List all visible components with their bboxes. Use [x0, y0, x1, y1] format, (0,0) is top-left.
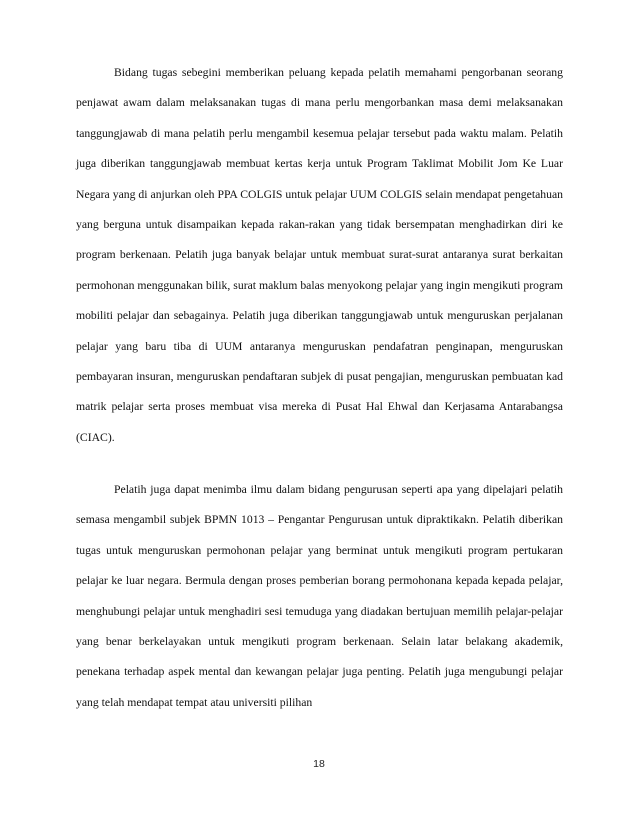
body-paragraph-2: Pelatih juga dapat menimba ilmu dalam bidang pengurusan seperti apa yang dipelajari pelatih semasa mengambil subjek BPMN 1013 – Pengantar Pengurusan untuk dipraktikakn. Pelatih diberikan tugas untuk menguruskan permohonan pelajar yang berminat untuk mengikuti program pertukaran pelajar ke luar negara. Bermula dengan proses pemberian borang permohonana kepada kepada pelajar, menghubungi pelajar untuk menghadiri sesi temuduga yang diadakan bertujuan memilih pelajar-pelajar yang benar berkelayakan untuk mengikuti program berkenaan. Selain latar belakang akademik, penekana terhadap aspek mental dan kewangan pelajar juga penting. Pelatih juga mengubungi pelajar yang telah mendapat tempat atau universiti pilihan	[76, 483, 563, 709]
page-number: 18	[313, 758, 325, 770]
body-paragraph-1: Bidang tugas sebegini memberikan peluang kepada pelatih memahami pengorbanan seorang penjawat awam dalam melaksanakan tugas di mana perlu mengorbankan masa demi melaksanakan tanggungjawab di mana pelatih perlu mengambil kesemua pelajar tersebut pada waktu malam. Pelatih juga diberikan tanggungjawab membuat kertas kerja untuk Program Taklimat Mobilit Jom Ke Luar Negara yang di anjurkan oleh PPA COLGIS untuk pelajar UUM COLGIS selain mendapat pengetahuan yang berguna untuk disampaikan kepada rakan-rakan yang tidak bersempatan menghadirkan diri ke program berkenaan. Pelatih juga banyak belajar untuk membuat surat-surat antaranya surat berkaitan permohonan menggunakan bilik, surat maklum balas menyokong pelajar yang ingin mengikuti program mobiliti pelajar dan sebagainya. Pelatih juga diberikan tanggungjawab untuk menguruskan perjalanan pelajar yang baru tiba di UUM antaranya menguruskan pendafatran penginapan, menguruskan pembayaran insuran, menguruskan pendaftaran subjek di pusat pengajian, menguruskan pembuatan kad matrik pelajar serta proses membuat visa mereka di Pusat Hal Ehwal dan Kerjasama Antarabangsa (CIAC).	[76, 66, 563, 444]
